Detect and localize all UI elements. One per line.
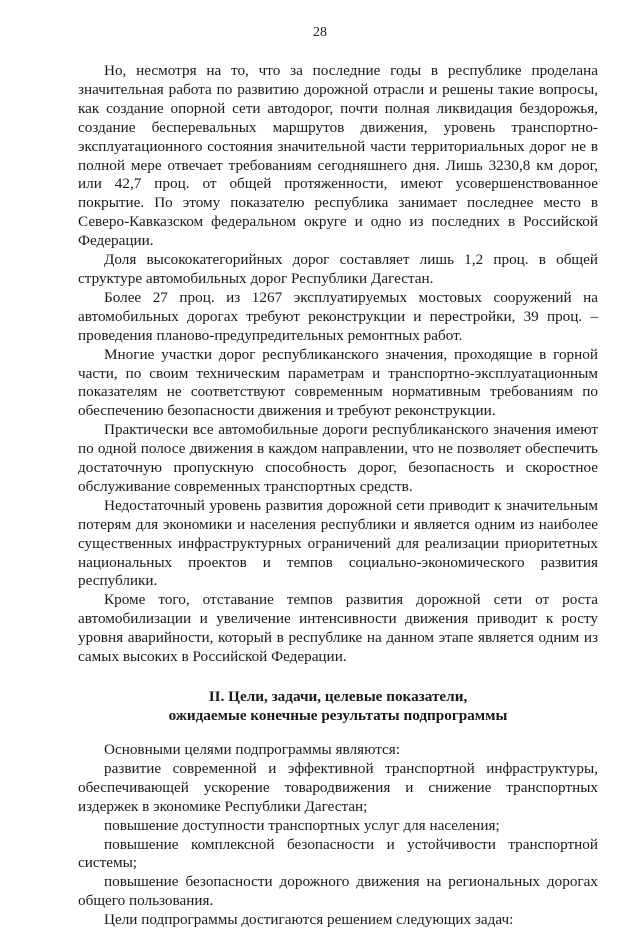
paragraph: Многие участки дорог республиканского значения, проходящие в горной части, по своим техническим параметрам и транспортно-эксплуатационным показателям не соответствуют современным нормативным требованиям по обеспечению безопасности движения и требуют реконструкции.: [78, 345, 598, 420]
goal-item: повышение безопасности дорожного движения на региональных дорогах общего пользования.: [78, 873, 598, 910]
tasks-intro: Цели подпрограммы достигаются решением следующих задач:: [104, 911, 514, 929]
section-heading-line-1: II. Цели, задачи, целевые показатели,: [208, 688, 468, 705]
document-body: [78, 62, 598, 930]
section-heading: [78, 687, 598, 725]
paragraph: Доля высококатегорийных дорог составляет лишь 1,2 проц. в общей структуре автомобильных дорог Республики Дагестан.: [78, 251, 598, 287]
paragraph: Практически все автомобильные дороги республиканского значения имеют по одной полосе движения в каждом направлении, что не позволяет обеспечить достаточную пропускную способность дорог, безопасность и скоростное обслуживание современных транспортных средств.: [78, 421, 598, 495]
goal-item: повышение доступности транспортных услуг для населения;: [104, 816, 500, 834]
goals-intro: Основными целями подпрограммы являются:: [104, 741, 400, 758]
goal-item: развитие современной и эффективной транспортной инфраструктуры, обеспечивающей ускорение товародвижения и снижение транспортных издержек в экономике Республики Дагестан;: [78, 759, 598, 815]
paragraph: Но, несмотря на то, что за последние годы в республике проделана значительная работа по развитию дорожной отрасли и решены такие вопросы, как создание опорной сети автодорог, почти полная ликвидация бездорожья, создание бесперевальных маршрутов движения, уровень транспортно-эксплуатационного состояния значительной части территориальных дорог не в полной мере отвечает требованиям сегодняшнего дня. Лишь 3230,8 км дорог, или 42,7 проц. от общей протяженности, имеют усовершенствованное покрытие. По этому показателю республика занимает последнее место в Северо-Кавказском федеральном округе и одно из последних в Российской Федерации.: [78, 62, 598, 250]
section-heading-line-2: ожидаемые конечные результаты подпрограммы: [168, 707, 508, 724]
paragraph: Недостаточный уровень развития дорожной сети приводит к значительным потерям для экономики и населения республики и является одним из наиболее существенных инфраструктурных ограничений для реализации приоритетных национальных проектов и темпов социально-экономического развития республики.: [78, 496, 598, 590]
paragraph: Кроме того, отставание темпов развития дорожной сети от роста автомобилизации и увеличение интенсивности движения приводит к росту уровня аварийности, который в республике на данном этапе является одним из самых высоких в Российской Федерации.: [78, 591, 598, 666]
goal-item: повышение комплексной безопасности и устойчивости транспортной системы;: [78, 835, 598, 872]
page-number: 28: [313, 25, 327, 40]
paragraph: Более 27 проц. из 1267 эксплуатируемых мостовых сооружений на автомобильных дорогах требуют реконструкции и перестройки, 39 проц. – проведения планово-предупредительных ремонтных работ.: [78, 288, 598, 344]
